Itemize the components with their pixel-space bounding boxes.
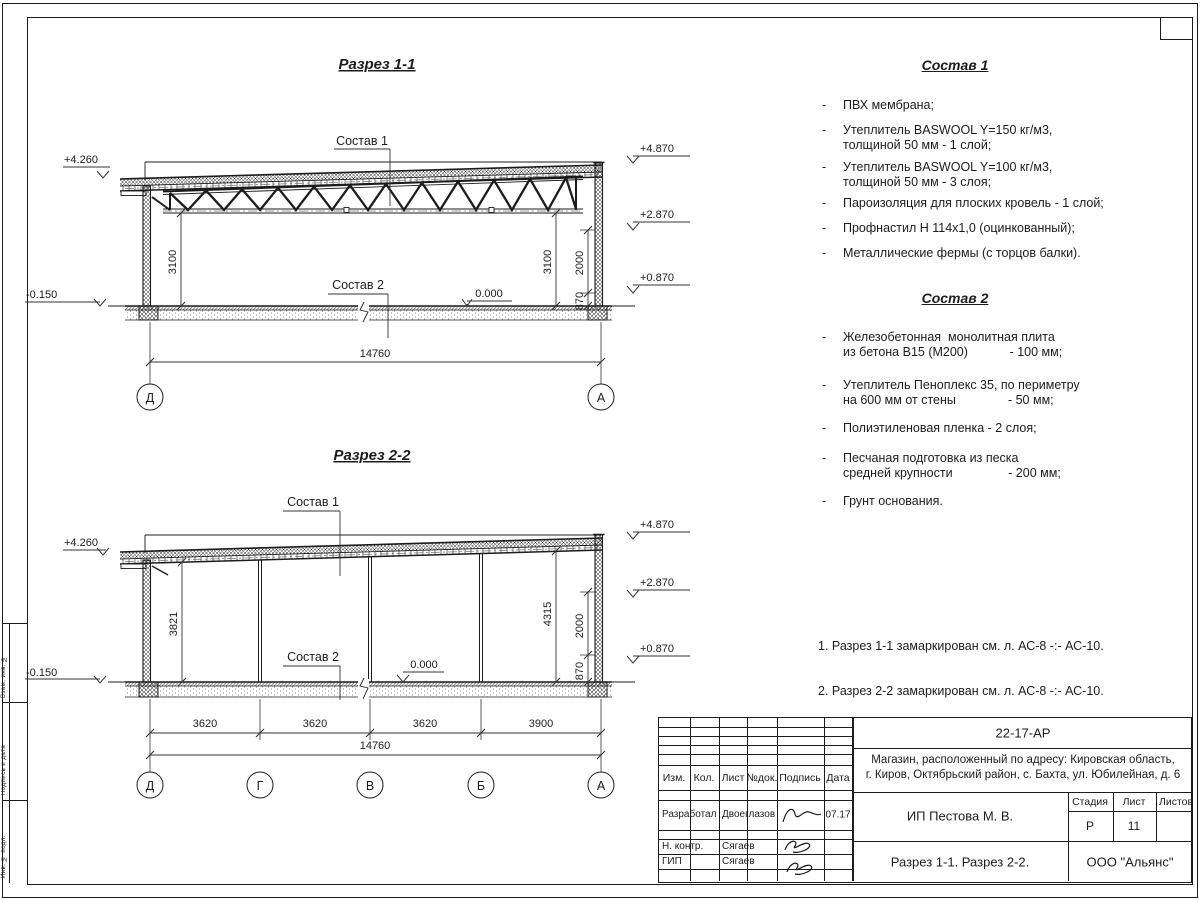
section-title: Разрез 1-1 bbox=[338, 56, 416, 73]
dim-span: 3620 bbox=[412, 718, 438, 730]
dim-2000: 2000 bbox=[574, 613, 586, 639]
col-sign: Подпись bbox=[779, 772, 821, 784]
grid-axis-bubble: Б bbox=[476, 779, 486, 793]
elevation-mark: +2.870 bbox=[640, 577, 674, 589]
col-doc: №док. bbox=[746, 772, 778, 784]
spec-text: ПВХ мембрана; bbox=[843, 98, 934, 112]
spec-text: Утеплитель BASWOOL Y=100 кг/м3, толщиной 50 мм - 3 слоя; bbox=[843, 160, 1053, 189]
grid-axis-bubble: А bbox=[596, 779, 606, 793]
grid-axis-bubble: Д bbox=[145, 779, 155, 793]
company-name: ООО "Альянс" bbox=[1086, 854, 1174, 870]
spec-text: Утеплитель Пеноплекс 35, по периметру на 600 мм от стены - 50 мм; bbox=[843, 378, 1080, 407]
spec-text: Железобетонная монолитная плита из бетона В15 (М200) - 100 мм; bbox=[843, 330, 1063, 359]
stage-value: Р bbox=[1085, 819, 1095, 833]
bullet: - bbox=[822, 494, 827, 508]
note-line: 2. Разрез 2-2 замаркирован см. л. АС-8 -:- АС-10. bbox=[818, 684, 1104, 698]
row-role: Н. контр. bbox=[662, 841, 704, 852]
spec-text: Утеплитель BASWOOL Y=150 кг/м3, толщиной 50 мм - 1 слой; bbox=[843, 123, 1053, 152]
elevation-mark: +0.870 bbox=[640, 643, 674, 655]
bullet: - bbox=[822, 330, 827, 344]
bullet: - bbox=[822, 221, 827, 235]
elevation-mark: +4.260 bbox=[64, 537, 98, 549]
bullet: - bbox=[822, 98, 827, 112]
dim-total: 14760 bbox=[359, 348, 391, 360]
section-2-2-drawing bbox=[20, 440, 700, 810]
bullet: - bbox=[822, 378, 827, 392]
dim-total: 14760 bbox=[359, 740, 391, 752]
sheet-number: 11 bbox=[1127, 819, 1141, 833]
dim-span: 3900 bbox=[528, 718, 554, 730]
elevation-mark: +4.870 bbox=[640, 519, 674, 531]
row-role: ГИП bbox=[662, 856, 682, 867]
notes bbox=[818, 609, 1104, 729]
grid-axis-bubble: Д bbox=[145, 391, 155, 405]
note-line: 1. Разрез 1-1 замаркирован см. л. АС-8 -:- АС-10. bbox=[818, 639, 1104, 653]
elevation-mark: +2.870 bbox=[640, 209, 674, 221]
dim-span: 3620 bbox=[192, 718, 218, 730]
row-name: Сягаев bbox=[722, 856, 755, 867]
dim-3100-right: 3100 bbox=[542, 249, 554, 275]
elevation-mark: +4.870 bbox=[640, 143, 674, 155]
title-block bbox=[658, 717, 1192, 883]
dim-3100-left: 3100 bbox=[167, 249, 179, 275]
dim-870: 870 bbox=[574, 291, 586, 311]
spec-text: Профнастил Н 114х1,0 (оцинкованный); bbox=[843, 221, 1075, 235]
spec2-title: Состав 2 bbox=[921, 290, 989, 306]
col-list: Лист bbox=[721, 772, 745, 784]
sheets-label: Листов bbox=[1158, 796, 1194, 808]
sostav2-label: Состав 2 bbox=[287, 650, 339, 664]
elevation-mark: -0.150 bbox=[26, 289, 58, 301]
zero-level: 0.000 bbox=[410, 659, 438, 671]
stage-label: Стадия bbox=[1072, 796, 1108, 808]
bullet: - bbox=[822, 123, 827, 137]
left-strip-label: Инв. № подл. bbox=[1, 835, 7, 878]
dim-870: 870 bbox=[574, 661, 586, 681]
zero-level: 0.000 bbox=[475, 288, 503, 300]
grid-axis-bubble: А bbox=[596, 391, 606, 405]
section-title: Разрез 2-2 bbox=[333, 447, 411, 464]
bullet: - bbox=[822, 160, 827, 174]
col-kol: Кол. bbox=[693, 772, 715, 784]
bullet: - bbox=[822, 196, 827, 210]
left-strip-divider bbox=[9, 623, 10, 883]
bullet: - bbox=[822, 246, 827, 260]
spec-text: Пароизоляция для плоских кровель - 1 слой; bbox=[843, 196, 1104, 210]
spec-text: Полиэтиленовая пленка - 2 слоя; bbox=[843, 421, 1037, 435]
elevation-mark: -0.150 bbox=[26, 667, 58, 679]
spec-text: Песчаная подготовка из песка средней крупности - 200 мм; bbox=[843, 451, 1061, 480]
client-name: ИП Пестова М. В. bbox=[906, 808, 1014, 824]
sostav1-label: Состав 1 bbox=[287, 495, 339, 509]
sheet-label: Лист bbox=[1122, 796, 1146, 808]
elevation-mark: +4.260 bbox=[64, 154, 98, 166]
sostav1-label: Состав 1 bbox=[336, 134, 388, 148]
col-date: Дата bbox=[826, 772, 850, 784]
spec-text: Грунт основания. bbox=[843, 494, 943, 508]
row-date: 07.17 bbox=[825, 809, 851, 821]
signature bbox=[779, 802, 823, 828]
row-name: Сягаев bbox=[722, 841, 755, 852]
doc-number: 22-17-АР bbox=[995, 725, 1051, 741]
signature bbox=[779, 836, 823, 880]
section-1-1-drawing bbox=[20, 45, 700, 440]
elevation-mark: +0.870 bbox=[640, 272, 674, 284]
dim-span: 3620 bbox=[302, 718, 328, 730]
spec-column bbox=[800, 0, 1192, 700]
sheet-title: Разрез 1-1. Разрез 2-2. bbox=[890, 854, 1030, 870]
dim-4315: 4315 bbox=[542, 601, 554, 627]
grid-axis-bubble: В bbox=[365, 779, 375, 793]
col-izm: Изм. bbox=[662, 772, 686, 784]
sostav2-label: Состав 2 bbox=[332, 278, 384, 292]
project-address-line2: г. Киров, Октябрьский район, с. Бахта, ул. Юбилейная, д. 6 bbox=[865, 769, 1181, 781]
bullet: - bbox=[822, 451, 827, 465]
row-role: Разработал bbox=[662, 809, 717, 820]
left-strip-label: Подпись и дата bbox=[1, 744, 7, 795]
left-strip-label: Взам. инв. № bbox=[1, 655, 7, 698]
dim-3821: 3821 bbox=[168, 611, 180, 637]
bullet: - bbox=[822, 421, 827, 435]
spec1-title: Состав 1 bbox=[921, 57, 989, 73]
spec-text: Металлические фермы (с торцов балки). bbox=[843, 246, 1081, 260]
project-address-line1: Магазин, расположенный по адресу: Кировская область, bbox=[871, 754, 1175, 766]
dim-2000: 2000 bbox=[574, 250, 586, 276]
row-name: Двоеглазов bbox=[722, 809, 776, 820]
grid-axis-bubble: Г bbox=[256, 779, 264, 793]
